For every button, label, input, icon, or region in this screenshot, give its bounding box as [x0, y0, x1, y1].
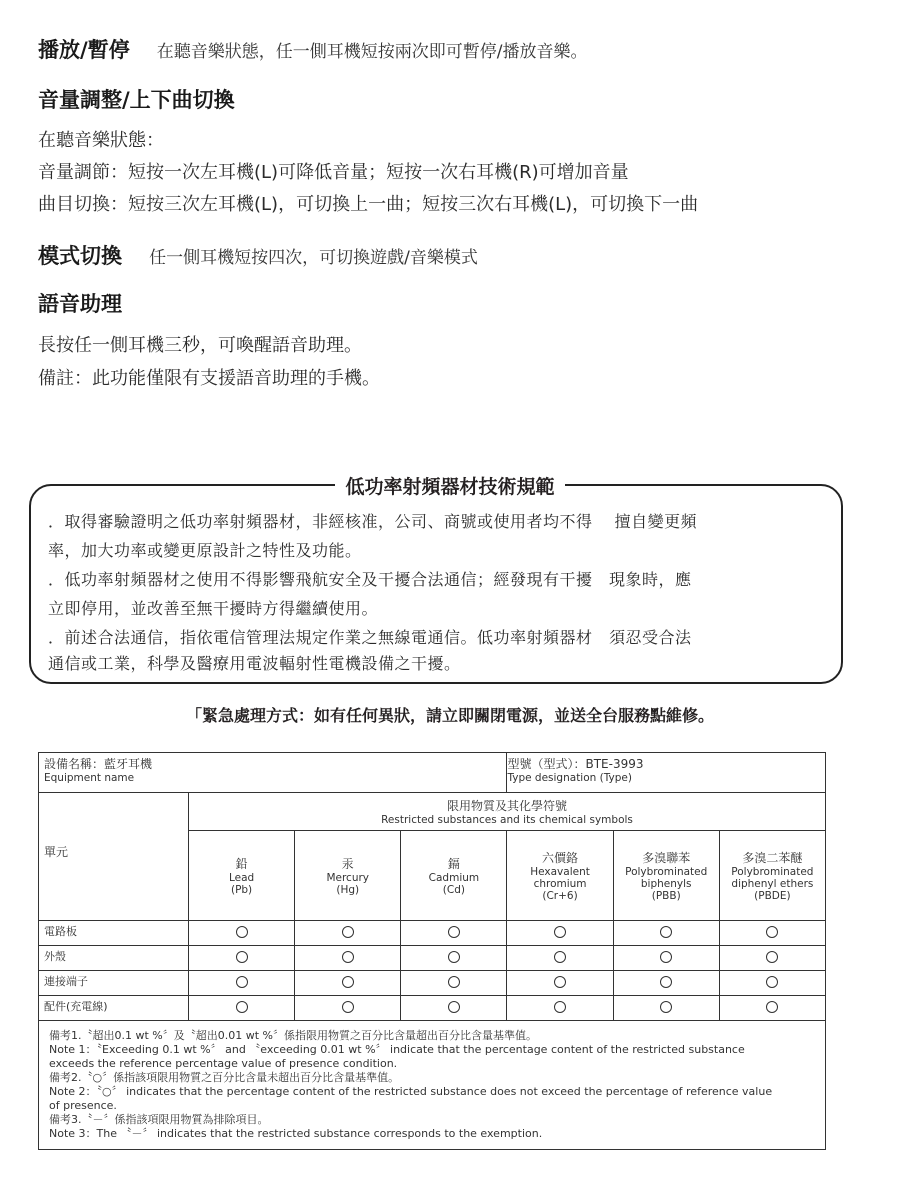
compliant-mark — [554, 926, 566, 938]
note-line: 備考1.〝超出0.1 wt %〞及〝超出0.01 wt %〞係指限用物質之百分比含量超出百分比含量基準值。 — [49, 1029, 537, 1042]
mode-section — [38, 240, 478, 270]
assistant-line-2: 備註：此功能僅限有支援語音助理的手機。 — [38, 368, 380, 389]
unit-name: 外殼 — [39, 946, 189, 971]
compliant-mark — [554, 976, 566, 988]
table-row — [39, 921, 826, 946]
compliant-mark — [236, 926, 248, 938]
note-line: exceeds the reference percentage value of presence condition. — [49, 1057, 398, 1070]
rf-line-6: 通信或工業，科學及醫療用電波輻射性電機設備之干擾。 — [48, 654, 461, 673]
volume-line-1: 在聽音樂狀態： — [38, 130, 164, 151]
volume-line-2: 音量調節：短按一次左耳機(L)可降低音量；短按一次右耳機(R)可增加音量 — [38, 162, 629, 183]
mode-heading: 模式切換 — [38, 244, 122, 268]
compliant-mark — [448, 1001, 460, 1013]
play-pause-heading: 播放/暫停 — [38, 38, 130, 62]
restricted-title-cell: 限用物質及其化學符號 Restricted substances and its chemical symbols — [189, 793, 826, 831]
equipment-name-cell: 設備名稱：藍牙耳機 Equipment name — [39, 753, 507, 793]
compliant-mark — [766, 1001, 778, 1013]
rf-line-1: ．取得審驗證明之低功率射頻器材，非經核准，公司、商號或使用者均不得 擅自變更頻 — [48, 512, 698, 531]
compliant-mark — [766, 951, 778, 963]
rf-line-3: ．低功率射頻器材之使用不得影響飛航安全及干擾合法通信；經發現有干擾 現象時，應 — [48, 570, 692, 589]
compliant-mark — [660, 926, 672, 938]
substance-lead: 鉛 Lead (Pb) — [189, 831, 295, 921]
notes-row — [39, 1021, 826, 1150]
compliant-mark — [342, 951, 354, 963]
table-row — [39, 971, 826, 996]
mode-text: 任一側耳機短按四次，可切換遊戲/音樂模式 — [149, 248, 478, 268]
rf-line-2: 率，加大功率或變更原設計之特性及功能。 — [48, 541, 362, 560]
compliant-mark — [448, 976, 460, 988]
notes-cell — [39, 1021, 826, 1150]
assistant-heading: 語音助理 — [38, 292, 122, 316]
assistant-line-1: 長按任一側耳機三秒，可喚醒語音助理。 — [38, 335, 362, 356]
rf-regulation-title-wrap — [0, 472, 900, 499]
compliant-mark — [554, 1001, 566, 1013]
compliant-mark — [342, 926, 354, 938]
substance-mercury: 汞 Mercury (Hg) — [295, 831, 401, 921]
play-pause-text: 在聽音樂狀態，任一側耳機短按兩次即可暫停/播放音樂。 — [156, 42, 588, 62]
restricted-title-row — [39, 793, 826, 831]
rf-line-5: ．前述合法通信，指依電信管理法規定作業之無線電通信。低功率射頻器材 須忍受合法 — [48, 628, 692, 647]
compliant-mark — [236, 1001, 248, 1013]
note-line: 備考3.〝－〞係指該項限用物質為排除項目。 — [49, 1113, 269, 1126]
unit-name: 配件(充電線) — [39, 996, 189, 1021]
note-line: 備考2.〝○〞係指該項限用物質之百分比含量未超出百分比含量基準值。 — [49, 1071, 400, 1084]
compliant-mark — [236, 951, 248, 963]
compliant-mark — [554, 951, 566, 963]
rf-regulation-title: 低功率射頻器材技術規範 — [335, 476, 564, 498]
table-row — [39, 996, 826, 1021]
compliant-mark — [342, 1001, 354, 1013]
note-line: Note 3：The 〝－〞 indicates that the restricted substance corresponds to the exemption. — [49, 1127, 543, 1140]
unit-label-cell: 單元 — [39, 793, 189, 921]
note-line: Note 1：〝Exceeding 0.1 wt %〞 and 〝exceeding 0.01 wt %〞 indicate that the percentage content of the restricted substance — [49, 1043, 745, 1056]
table-header-row — [39, 753, 826, 793]
substance-hexavalent-chromium: 六價鉻 Hexavalent chromium (Cr+6) — [507, 831, 613, 921]
compliant-mark — [766, 926, 778, 938]
compliant-mark — [236, 976, 248, 988]
unit-name: 連接端子 — [39, 971, 189, 996]
compliant-mark — [448, 926, 460, 938]
unit-name: 電路板 — [39, 921, 189, 946]
substance-cadmium: 鎘 Cadmium (Cd) — [401, 831, 507, 921]
volume-line-3: 曲目切換：短按三次左耳機(L)，可切換上一曲；短按三次右耳機(L)，可切換下一曲 — [38, 194, 699, 215]
table-row — [39, 946, 826, 971]
compliant-mark — [660, 976, 672, 988]
compliant-mark — [766, 976, 778, 988]
substance-pbb: 多溴聯苯 Polybrominated biphenyls (PBB) — [613, 831, 719, 921]
restricted-substances-table — [38, 752, 826, 1150]
substance-pbde: 多溴二苯醚 Polybrominated diphenyl ethers (PBDE) — [719, 831, 825, 921]
volume-heading: 音量調整/上下曲切換 — [38, 88, 235, 112]
note-line: of presence. — [49, 1099, 117, 1112]
play-pause-section — [38, 34, 588, 64]
compliant-mark — [342, 976, 354, 988]
compliant-mark — [660, 951, 672, 963]
compliant-mark — [448, 951, 460, 963]
emergency-notice: 「緊急處理方式：如有任何異狀，請立即關閉電源，並送全台服務點維修。 — [185, 706, 714, 725]
model-cell: 型號（型式）：BTE-3993 Type designation (Type) — [507, 753, 826, 793]
rf-line-4: 立即停用，並改善至無干擾時方得繼續使用。 — [48, 599, 379, 618]
note-line: Note 2：〝○〞 indicates that the percentage content of the restricted substance does not exceed the percentage of reference value — [49, 1085, 773, 1098]
compliant-mark — [660, 1001, 672, 1013]
